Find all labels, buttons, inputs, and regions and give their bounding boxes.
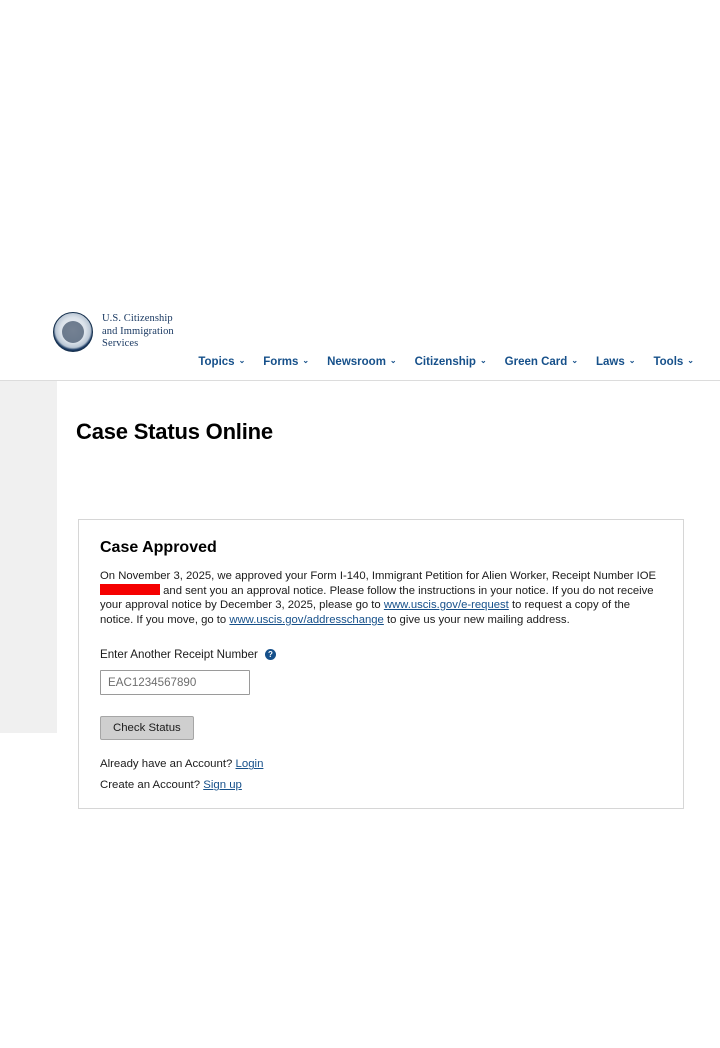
content-container <box>57 381 720 792</box>
status-text-part-1: On November 3, 2025, we approved your Form I-140, Immigrant Petition for Alien Worker, Receipt Number IOE <box>100 570 657 582</box>
page-body <box>0 381 720 792</box>
page-title: Case Status Online <box>76 418 273 444</box>
signup-row <box>100 779 661 791</box>
nav-item-topics[interactable] <box>198 356 245 368</box>
nav-item-label: Forms <box>263 356 299 368</box>
e-request-link[interactable]: www.uscis.gov/e-request <box>383 599 509 612</box>
nav-item-citizenship[interactable] <box>415 356 487 368</box>
status-text-part-2: and sent you an approval notice. Please follow the instructions in your notice. If you do not receive your approval notice by December 3, 2025, please go to <box>100 584 654 612</box>
redacted-receipt-number <box>100 584 160 595</box>
receipt-field-label-row <box>100 648 661 661</box>
case-status-message <box>100 569 661 627</box>
help-icon[interactable]: ? <box>265 649 276 660</box>
nav-item-laws[interactable] <box>596 356 635 368</box>
nav-item-green-card[interactable] <box>505 356 578 368</box>
check-status-button[interactable]: Check Status <box>100 716 194 740</box>
nav-item-newsroom[interactable] <box>327 356 397 368</box>
browser-viewport <box>0 298 720 792</box>
nav-item-label: Newsroom <box>327 356 386 368</box>
chevron-down-icon: ⌄ <box>628 356 636 365</box>
dhs-uscis-seal-icon <box>53 312 93 352</box>
case-status-panel <box>78 519 684 809</box>
receipt-number-input[interactable] <box>100 670 250 695</box>
have-account-text: Already have an Account? <box>100 758 233 771</box>
site-header <box>0 298 720 381</box>
nav-item-forms[interactable] <box>263 356 309 368</box>
nav-item-label: Citizenship <box>414 356 476 368</box>
nav-item-tools[interactable] <box>653 356 694 368</box>
nav-item-label: Laws <box>596 356 625 368</box>
signup-link[interactable]: Sign up <box>203 779 242 792</box>
primary-navigation <box>198 356 694 368</box>
status-text-part-4: to give us your new mailing address. <box>386 613 570 626</box>
nav-item-label: Topics <box>198 356 235 368</box>
logo-line-1: U.S. Citizenship <box>102 313 173 325</box>
uscis-logo[interactable] <box>53 312 174 352</box>
chevron-down-icon: ⌄ <box>687 356 694 365</box>
status-text-part-3: to request a copy of the notice. If you move, go to <box>100 599 631 626</box>
case-status-heading: Case Approved <box>100 539 217 556</box>
create-account-text: Create an Account? <box>100 779 201 792</box>
chevron-down-icon: ⌄ <box>571 356 579 365</box>
logo-line-3: Services <box>102 338 139 350</box>
logo-text <box>102 313 174 350</box>
chevron-down-icon: ⌄ <box>479 356 487 365</box>
address-change-link[interactable]: www.uscis.gov/addresschange <box>229 613 384 626</box>
nav-item-label: Tools <box>653 356 684 368</box>
chevron-down-icon: ⌄ <box>238 356 246 365</box>
chevron-down-icon: ⌄ <box>302 356 310 365</box>
receipt-number-label: Enter Another Receipt Number <box>100 648 258 662</box>
chevron-down-icon: ⌄ <box>389 356 397 365</box>
logo-line-2: and Immigration <box>102 325 174 337</box>
login-link[interactable]: Login <box>235 758 264 771</box>
nav-item-label: Green Card <box>504 356 568 368</box>
login-row <box>100 758 661 770</box>
